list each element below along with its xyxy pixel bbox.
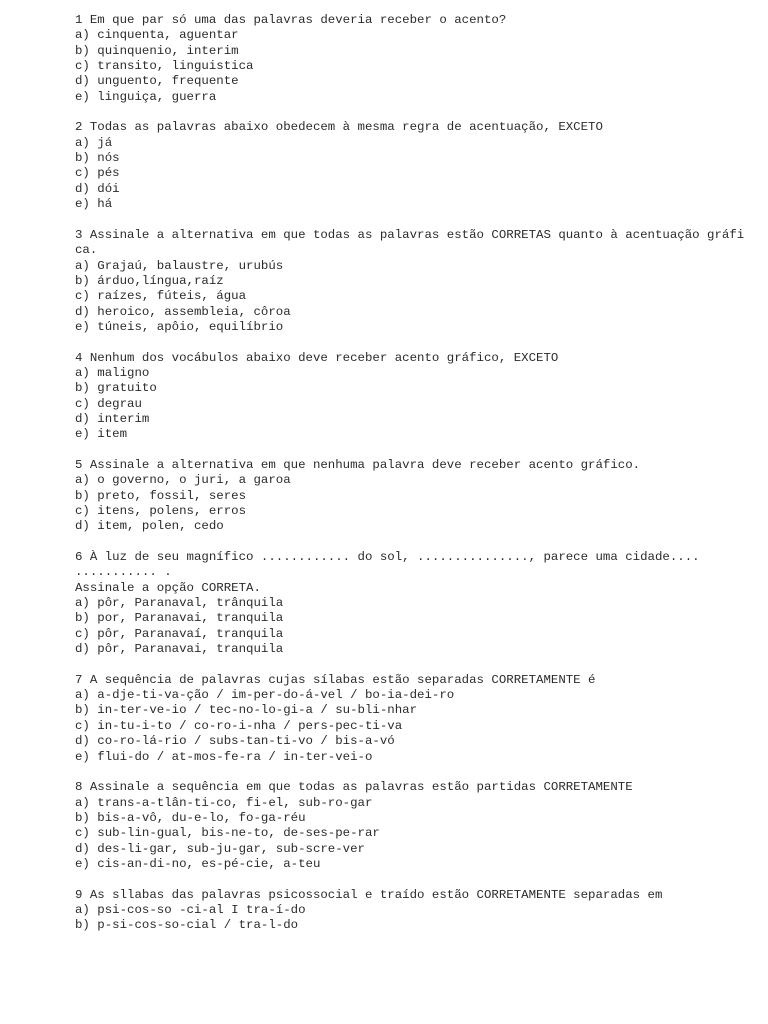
question-text: ca.	[75, 243, 98, 258]
question-block	[75, 13, 755, 105]
answer-option: c) pés	[75, 166, 120, 181]
question-block	[75, 458, 755, 535]
question-block	[75, 351, 755, 443]
answer-option: d) pôr, Paranavai, tranquila	[75, 642, 284, 657]
answer-option: e) há	[75, 197, 113, 212]
question-text: ........... .	[75, 565, 172, 580]
answer-option: a) trans-a-tlân-ti-co, fi-el, sub-ro-gar	[75, 795, 373, 810]
answer-option: d) interim	[75, 411, 150, 426]
answer-option: c) itens, polens, erros	[75, 504, 247, 518]
answer-option: a) psi-cos-so -ci-al I tra-í-do	[75, 902, 306, 917]
answer-option: b) por, Paranavai, tranquila	[75, 611, 284, 626]
question-text: 6 À luz de seu magnífico ............ do sol, ..............., parece uma cidade....	[75, 550, 700, 565]
answer-option: a) cinquenta, aguentar	[75, 28, 239, 43]
document-page	[75, 13, 755, 949]
question-text: 5 Assinale a alternativa em que nenhuma palavra deve receber acento gráfico.	[75, 457, 641, 472]
question-block	[75, 120, 755, 212]
answer-option: e) túneis, apôio, equilíbrio	[75, 319, 284, 334]
answer-option: b) bis-a-vô, du-e-lo, fo-ga-réu	[75, 810, 306, 825]
question-block	[75, 780, 755, 872]
answer-option: c) raízes, fúteis, água	[75, 289, 247, 304]
answer-option: b) árduo,língua,raíz	[75, 273, 224, 288]
answer-option: e) flui-do / at-mos-fe-ra / in-ter-vei-o	[75, 749, 373, 764]
answer-option: e) item	[75, 427, 128, 442]
answer-option: b) p-si-cos-so-cial / tra-l-do	[75, 918, 299, 933]
answer-option: b) gratuito	[75, 381, 157, 396]
question-text: 8 Assinale a sequência em que todas as palavras estão partidas CORRETAMENTE	[75, 780, 633, 795]
answer-option: b) preto, fossil, seres	[75, 488, 247, 503]
answer-option: e) cis-an-di-no, es-pé-cie, a-teu	[75, 856, 321, 871]
answer-option: c) transito, linguistica	[75, 59, 254, 74]
question-block	[75, 673, 755, 765]
answer-option: c) in-tu-i-to / co-ro-i-nha / pers-pec-ti-va	[75, 718, 403, 733]
question-text: 9 As sllabas das palavras psicossocial e traído estão CORRETAMENTE separadas em	[75, 887, 663, 902]
answer-option: d) heroico, assembleia, côroa	[75, 304, 291, 319]
question-text: 2 Todas as palavras abaixo obedecem à mesma regra de acentuação, EXCETO	[75, 120, 603, 135]
question-text: 4 Nenhum dos vocábulos abaixo deve receber acento gráfico, EXCETO	[75, 350, 559, 365]
answer-option: a) a-dje-ti-va-ção / im-per-do-á-vel / bo-ia-dei-ro	[75, 688, 455, 703]
answer-option: a) o governo, o juri, a garoa	[75, 473, 291, 488]
answer-option: a) maligno	[75, 365, 150, 380]
answer-option: d) item, polen, cedo	[75, 519, 224, 534]
answer-option: b) nós	[75, 151, 120, 166]
question-block	[75, 550, 755, 657]
answer-option: d) des-li-gar, sub-ju-gar, sub-scre-ver	[75, 841, 365, 856]
answer-option: c) pôr, Paranavaí, tranquila	[75, 626, 284, 641]
question-text: Assinale a opção CORRETA.	[75, 580, 261, 595]
answer-option: d) dói	[75, 181, 120, 196]
question-block	[75, 228, 755, 335]
answer-option: c) degrau	[75, 396, 142, 411]
answer-option: b) in-ter-ve-io / tec-no-lo-gi-a / su-bli-nhar	[75, 703, 418, 718]
answer-option: c) sub-lin-gual, bis-ne-to, de-ses-pe-rar	[75, 826, 380, 841]
answer-option: b) quinquenio, interim	[75, 43, 239, 58]
question-block	[75, 888, 755, 934]
answer-option: a) Grajaú, balaustre, urubús	[75, 258, 284, 273]
answer-option: d) co-ro-lá-rio / subs-tan-ti-vo / bis-a-vó	[75, 734, 395, 749]
answer-option: a) já	[75, 135, 113, 150]
answer-option: e) linguiça, guerra	[75, 89, 217, 104]
answer-option: d) unguento, frequente	[75, 74, 239, 89]
question-text: 1 Em que par só uma das palavras deveria receber o acento?	[75, 13, 507, 27]
question-text: 7 A sequência de palavras cujas sílabas estão separadas CORRETAMENTE é	[75, 672, 596, 687]
question-text: 3 Assinale a alternativa em que todas as palavras estão CORRETAS quanto à acentuação gráfi	[75, 227, 745, 242]
answer-option: a) pôr, Paranaval, trânquila	[75, 596, 284, 611]
